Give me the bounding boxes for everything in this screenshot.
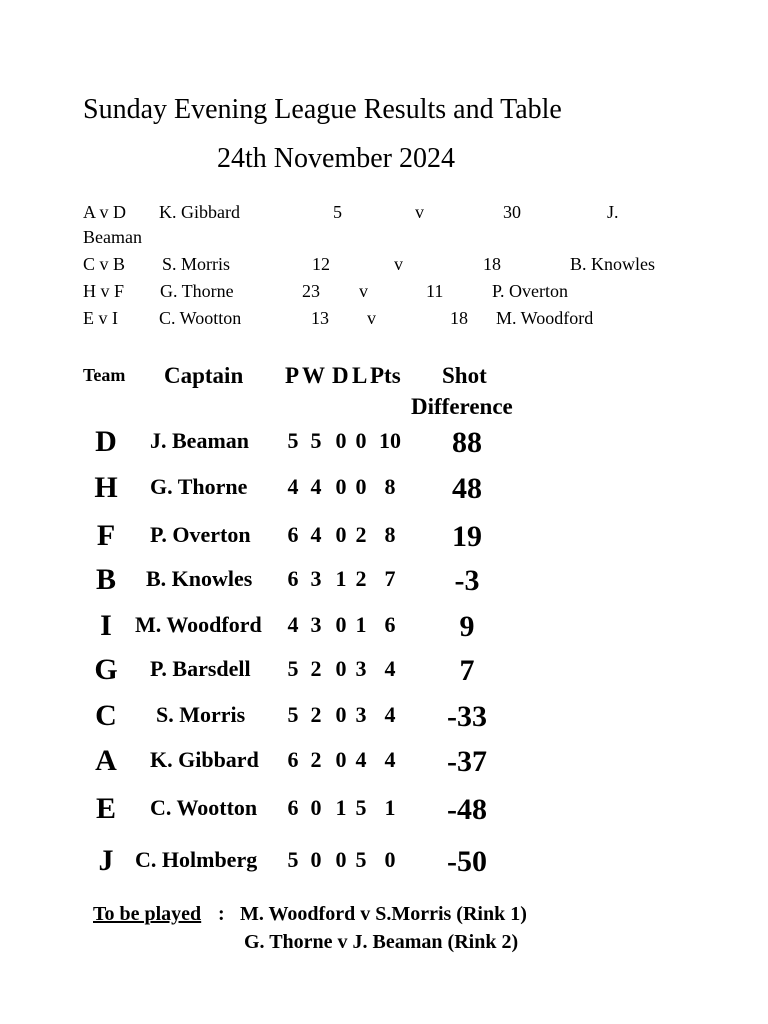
played-value: 6 bbox=[287, 747, 299, 772]
drawn-value: 0 bbox=[335, 474, 347, 499]
won-value: 3 bbox=[310, 612, 322, 637]
header-team: Team bbox=[83, 365, 126, 385]
team-captain: G. Thorne bbox=[150, 474, 248, 499]
points-value: 4 bbox=[384, 656, 396, 681]
result-home-captain: S. Morris bbox=[162, 254, 231, 274]
result-home-score: 13 bbox=[311, 308, 329, 328]
team-letter: G bbox=[94, 653, 118, 686]
drawn-value: 1 bbox=[335, 795, 347, 820]
played-value: 5 bbox=[287, 702, 299, 727]
upcoming-match-1: M. Woodford v S.Morris (Rink 1) bbox=[240, 903, 527, 925]
team-letter: I bbox=[100, 609, 112, 642]
shot-difference-value: -50 bbox=[447, 845, 487, 878]
drawn-value: 0 bbox=[335, 612, 347, 637]
played-value: 6 bbox=[287, 566, 299, 591]
drawn-value: 0 bbox=[335, 522, 347, 547]
shot-difference-value: 7 bbox=[459, 654, 475, 687]
team-captain: C. Wootton bbox=[150, 795, 258, 820]
shot-difference-value: 48 bbox=[452, 472, 482, 505]
lost-value: 5 bbox=[355, 795, 367, 820]
team-captain: S. Morris bbox=[156, 702, 246, 727]
points-value: 6 bbox=[384, 612, 396, 637]
to-be-played-colon: : bbox=[218, 903, 225, 925]
header-shot: Shot bbox=[442, 363, 487, 388]
played-value: 4 bbox=[287, 612, 299, 637]
result-fixture: H v F bbox=[83, 281, 125, 301]
shot-difference-value: 9 bbox=[459, 610, 475, 643]
drawn-value: 0 bbox=[335, 747, 347, 772]
drawn-value: 0 bbox=[335, 428, 347, 453]
won-value: 4 bbox=[310, 522, 322, 547]
played-value: 5 bbox=[287, 656, 299, 681]
result-away-captain: M. Woodford bbox=[496, 308, 594, 328]
lost-value: 2 bbox=[355, 522, 367, 547]
result-home-score: 5 bbox=[333, 202, 342, 222]
result-home-captain: K. Gibbard bbox=[159, 202, 240, 222]
played-value: 5 bbox=[287, 428, 299, 453]
won-value: 5 bbox=[310, 428, 322, 453]
team-letter: D bbox=[95, 425, 117, 458]
team-captain: P. Barsdell bbox=[150, 656, 251, 681]
shot-difference-value: 88 bbox=[452, 426, 482, 459]
to-be-played-label: To be played bbox=[93, 903, 202, 925]
team-letter: J bbox=[98, 844, 114, 877]
result-separator: v bbox=[367, 308, 376, 328]
team-letter: A bbox=[95, 744, 117, 777]
team-letter: H bbox=[94, 471, 118, 504]
lost-value: 3 bbox=[355, 656, 367, 681]
won-value: 2 bbox=[310, 702, 322, 727]
drawn-value: 1 bbox=[335, 566, 347, 591]
won-value: 3 bbox=[310, 566, 322, 591]
lost-value: 1 bbox=[355, 612, 367, 637]
shot-difference-value: 19 bbox=[452, 520, 482, 553]
result-away-captain: P. Overton bbox=[492, 281, 568, 301]
shot-difference-value: -3 bbox=[454, 564, 480, 597]
header-drawn: D bbox=[332, 363, 349, 388]
team-captain: B. Knowles bbox=[146, 566, 253, 591]
points-value: 8 bbox=[384, 522, 396, 547]
team-captain: C. Holmberg bbox=[135, 847, 258, 872]
result-fixture: E v I bbox=[83, 308, 118, 328]
result-home-captain: C. Wootton bbox=[159, 308, 242, 328]
drawn-value: 0 bbox=[335, 847, 347, 872]
team-captain: M. Woodford bbox=[135, 612, 262, 637]
result-away-score: 18 bbox=[483, 254, 501, 274]
shot-difference-value: -48 bbox=[447, 793, 487, 826]
lost-value: 2 bbox=[355, 566, 367, 591]
result-separator: v bbox=[394, 254, 403, 274]
result-home-score: 12 bbox=[312, 254, 330, 274]
won-value: 0 bbox=[310, 847, 322, 872]
upcoming-match-2: G. Thorne v J. Beaman (Rink 2) bbox=[244, 931, 519, 953]
header-lost: L bbox=[352, 363, 368, 388]
played-value: 6 bbox=[287, 522, 299, 547]
result-away-score: 30 bbox=[503, 202, 521, 222]
page-title: Sunday Evening League Results and Table bbox=[83, 94, 562, 125]
team-captain: J. Beaman bbox=[150, 428, 249, 453]
lost-value: 4 bbox=[355, 747, 367, 772]
team-captain: K. Gibbard bbox=[150, 747, 259, 772]
won-value: 2 bbox=[310, 656, 322, 681]
result-away-captain: B. Knowles bbox=[570, 254, 655, 274]
result-fixture: C v B bbox=[83, 254, 126, 274]
result-home-score: 23 bbox=[302, 281, 320, 301]
won-value: 2 bbox=[310, 747, 322, 772]
team-letter: F bbox=[96, 519, 116, 552]
header-played: P bbox=[285, 363, 300, 388]
result-separator: v bbox=[415, 202, 424, 222]
result-away-score: 11 bbox=[426, 281, 444, 301]
points-value: 8 bbox=[384, 474, 396, 499]
points-value: 0 bbox=[384, 847, 396, 872]
played-value: 6 bbox=[287, 795, 299, 820]
result-away-captain: J. bbox=[607, 202, 619, 222]
won-value: 0 bbox=[310, 795, 322, 820]
lost-value: 5 bbox=[355, 847, 367, 872]
page-date: 24th November 2024 bbox=[217, 143, 455, 174]
points-value: 10 bbox=[379, 428, 401, 453]
played-value: 5 bbox=[287, 847, 299, 872]
points-value: 4 bbox=[384, 747, 396, 772]
shot-difference-value: -37 bbox=[447, 745, 487, 778]
drawn-value: 0 bbox=[335, 656, 347, 681]
points-value: 4 bbox=[384, 702, 396, 727]
result-fixture: A v D bbox=[83, 202, 127, 222]
lost-value: 3 bbox=[355, 702, 367, 727]
lost-value: 0 bbox=[355, 428, 367, 453]
header-points: Pts bbox=[370, 363, 401, 388]
header-won: W bbox=[302, 363, 325, 388]
result-away-captain-cont: Beaman bbox=[83, 227, 142, 247]
team-letter: E bbox=[95, 792, 116, 825]
points-value: 7 bbox=[384, 566, 396, 591]
result-away-score: 18 bbox=[450, 308, 468, 328]
played-value: 4 bbox=[287, 474, 299, 499]
header-captain: Captain bbox=[164, 363, 244, 388]
team-letter: B bbox=[95, 563, 116, 596]
points-value: 1 bbox=[384, 795, 396, 820]
shot-difference-value: -33 bbox=[447, 700, 487, 733]
won-value: 4 bbox=[310, 474, 322, 499]
team-letter: C bbox=[95, 699, 117, 732]
team-captain: P. Overton bbox=[150, 522, 251, 547]
result-home-captain: G. Thorne bbox=[160, 281, 234, 301]
header-difference: Difference bbox=[411, 394, 513, 419]
drawn-value: 0 bbox=[335, 702, 347, 727]
result-separator: v bbox=[359, 281, 368, 301]
lost-value: 0 bbox=[355, 474, 367, 499]
